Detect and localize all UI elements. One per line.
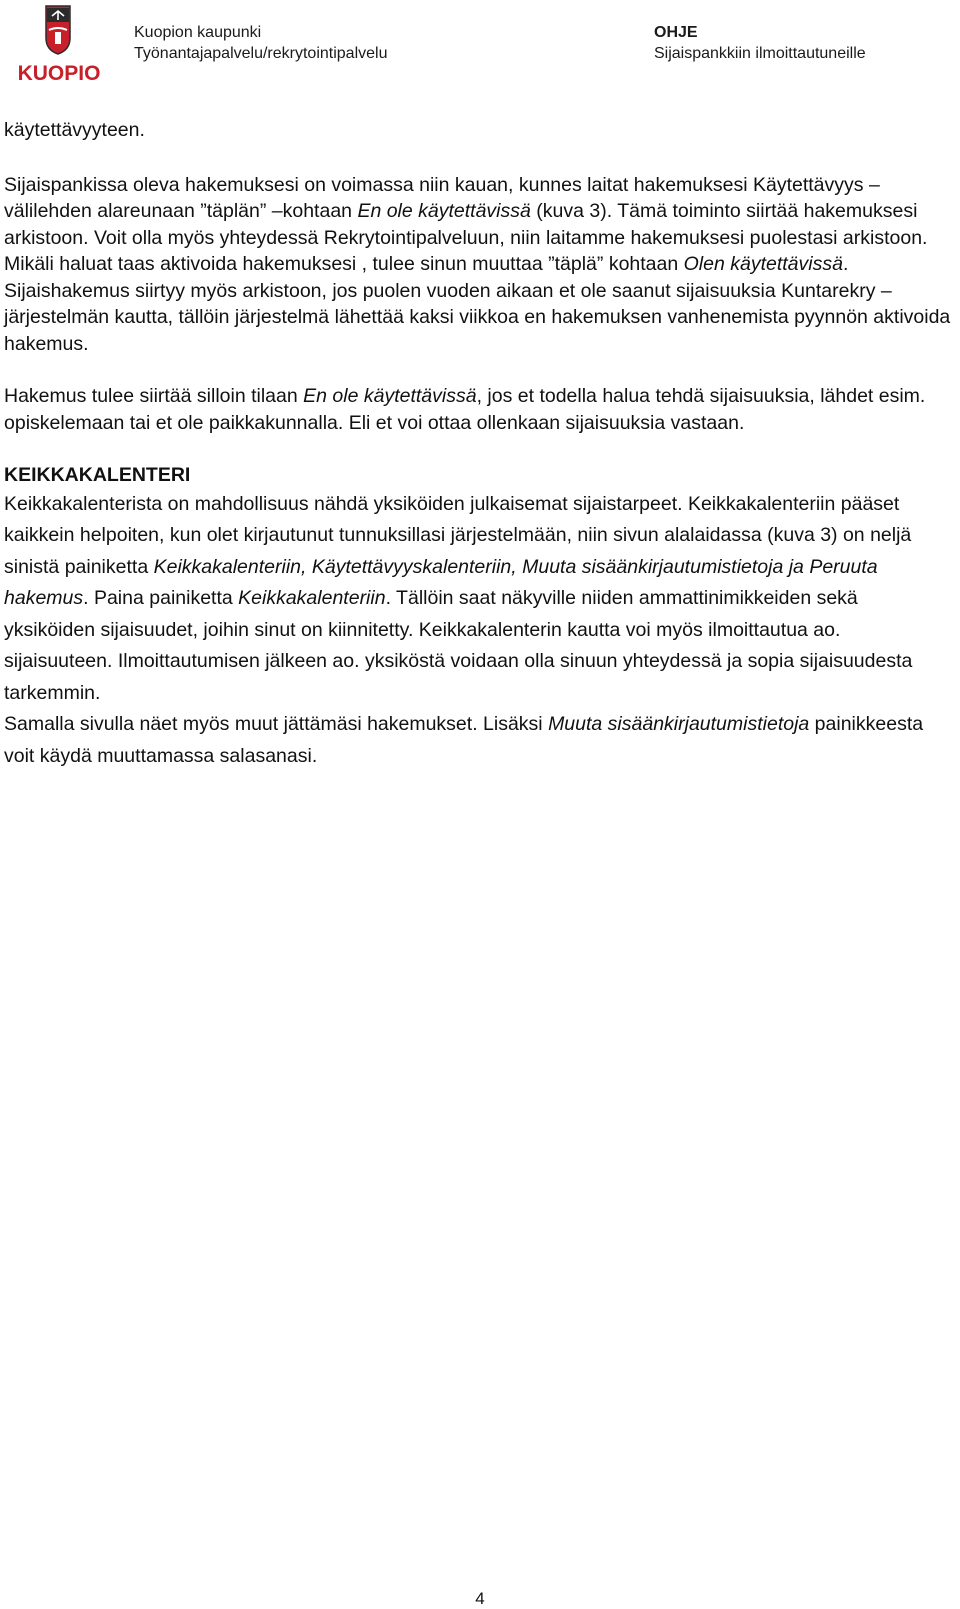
section-heading: KEIKKAKALENTERI xyxy=(4,464,191,486)
paragraph-continuation: käytettävyyteen. xyxy=(4,119,145,141)
document-type-block xyxy=(654,22,866,64)
paragraph-unavailable: Hakemus tulee siirtää silloin tilaan En ole käytettävissä, jos et todella halua tehdä sijaisuuksia, lähdet esim. opiskelemaan tai et ole paikkakunnalla. Eli et voi ottaa ollenkaan sijaisuuksia vastaan. xyxy=(4,385,926,434)
svg-text:KUOPIO: KUOPIO xyxy=(17,62,101,85)
document-subject: Sijaispankkiin ilmoittautuneille xyxy=(654,45,866,62)
kuopio-logo xyxy=(16,4,102,90)
paragraph-archive: Sijaispankissa oleva hakemuksesi on voimassa niin kauan, kunnes laitat hakemuksesi Käytettävyys –välilehden alareunaan ”täplän” –kohtaan En ole käytettävissä (kuva 3). Tämä toiminto siirtää hakemuksesi arkistoon. Voit olla myös yhteydessä Rekrytointipalveluun, niin laitamme hakemuksesi puolestasi arkistoon. Mikäli haluat taas aktivoida hakemuksesi , tulee sinun muuttaa ”täplä” kohtaan Olen käytettävissä. Sijaishakemus siirtyy myös arkistoon, jos puolen vuoden aikaan et ole saanut sijaisuuksia Kuntarekry –järjestelmän kautta, tällöin järjestelmä lähettää kaksi viikkoa en hakemuksen vanhenemista pyynnön aktivoida hakemus. xyxy=(4,173,951,355)
page-number: 4 xyxy=(475,1589,485,1608)
department-name: Työnantajapalvelu/rekrytointipalvelu xyxy=(134,45,388,62)
organization-name: Kuopion kaupunki xyxy=(134,24,262,41)
document-body xyxy=(4,117,954,772)
paragraph-calendar: Keikkakalenterista on mahdollisuus nähdä yksiköiden julkaisemat sijaistarpeet. Keikkakalenteriin pääset kaikkein helpoiten, kun olet kirjautunut tunnuksillasi järjestelmään, niin sivun alalaidassa (kuva 3) on neljä sinistä painiketta Keikkakalenteriin, Käytettävyyskalenteriin, Muuta sisäänkirjautumistietoja ja Peruuta hakemus. Paina painiketta Keikkakalenteriin. Tällöin saat näkyville niiden ammattinimikkeiden sekä yksiköiden sijaisuudet, joihin sinut on kiinnitetty. Keikkakalenterin kautta voi myös ilmoittautua ao. sijaisuuteen. Ilmoittautumisen jälkeen ao. yksiköstä voidaan olla sinuun yhteydessä ja sopia sijaisuudesta tarkemmin. xyxy=(4,492,913,704)
document-type: OHJE xyxy=(654,24,698,41)
organization-block xyxy=(134,22,387,64)
paragraph-applications: Samalla sivulla näet myös muut jättämäsi hakemukset. Lisäksi Muuta sisäänkirjautumistietoja painikkeesta voit käydä muuttamassa salasanasi. xyxy=(4,713,924,767)
page-header xyxy=(0,0,960,100)
